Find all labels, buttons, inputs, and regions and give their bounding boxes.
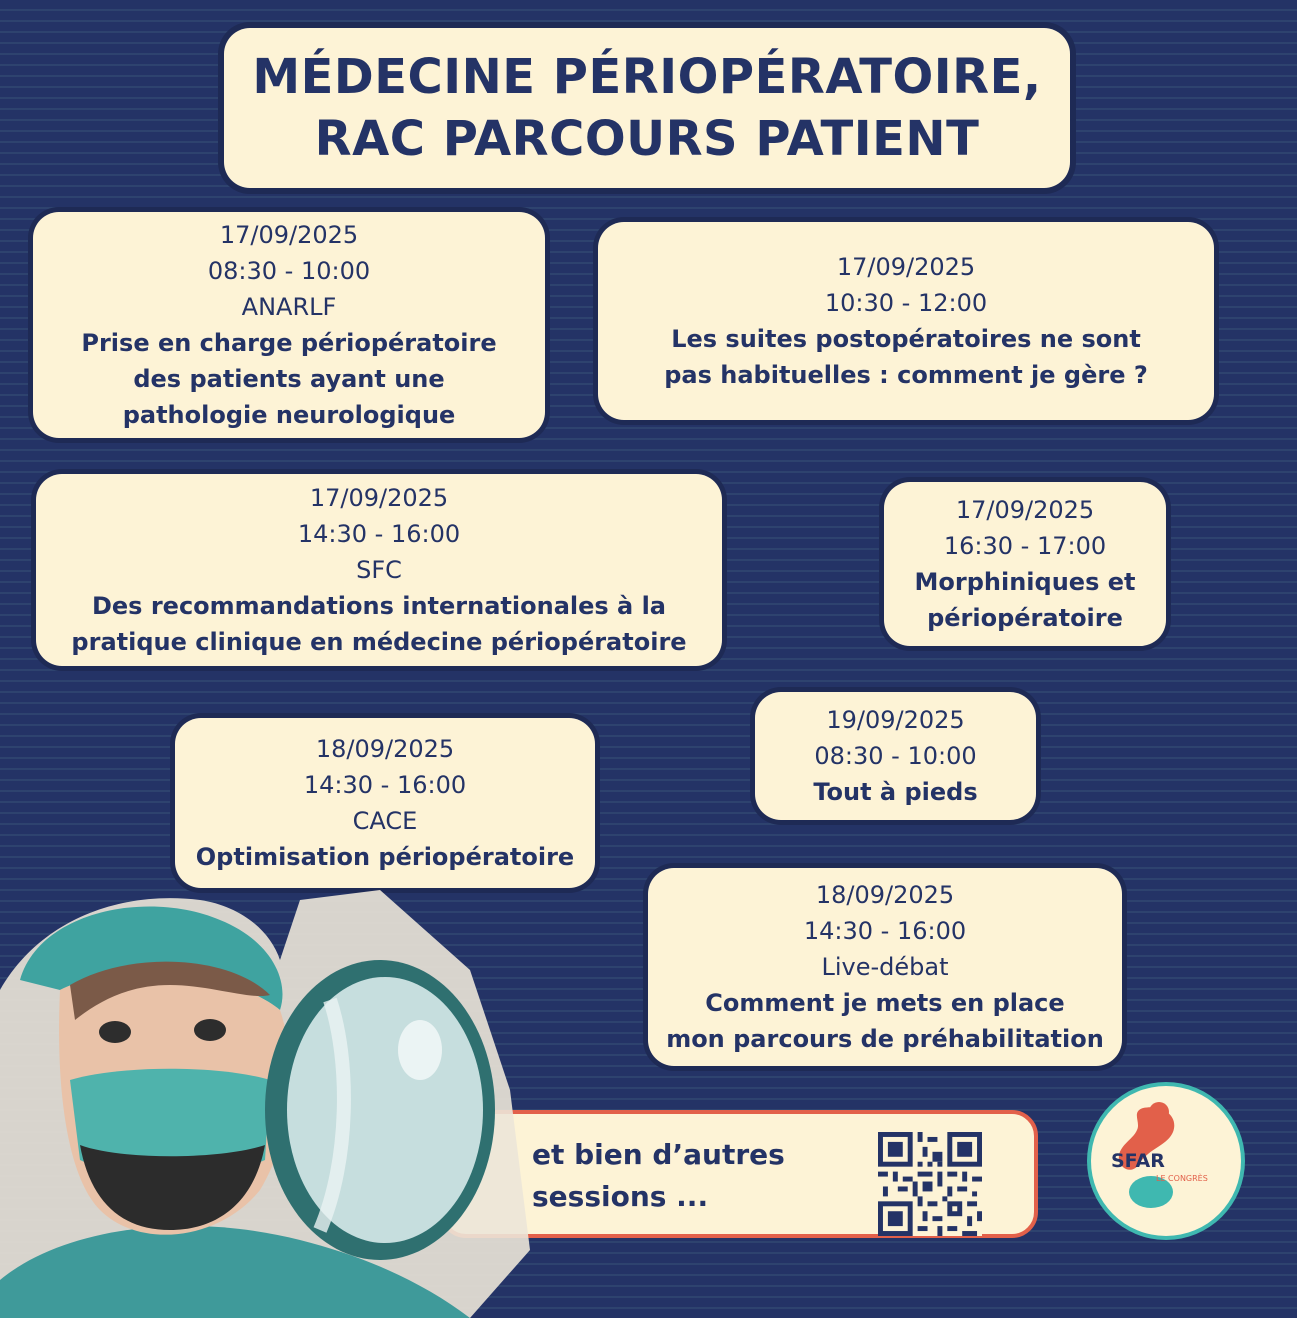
session-org: ANARLF [241,293,337,321]
session-org: CACE [352,807,418,835]
session-date: 17/09/2025 [955,496,1095,524]
logo-subtitle: LE CONGRÈS [1156,1174,1208,1183]
session-card[interactable] [755,692,1036,820]
session-date: 17/09/2025 [219,221,359,249]
session-date: 18/09/2025 [815,881,955,909]
session-time: 14:30 - 16:00 [297,520,461,548]
session-title-line: Des recommandations internationales à la [91,592,667,620]
session-title-line: Comment je mets en place [705,989,1065,1017]
session-card[interactable] [36,474,722,666]
session-title-line: pathologie neurologique [122,401,456,429]
session-title-line: Prise en charge périopératoire [81,329,497,357]
session-org: SFC [356,556,402,584]
title-line-1: MÉDECINE PÉRIOPÉRATOIRE, [252,49,1042,105]
doctor-illustration-icon [0,860,560,1318]
session-time: 14:30 - 16:00 [803,917,967,945]
more-sessions-text [532,1134,832,1218]
session-time: 08:30 - 10:00 [814,742,977,770]
session-time: 08:30 - 10:00 [207,257,371,285]
session-time: 16:30 - 17:00 [943,532,1107,560]
session-date: 17/09/2025 [836,253,976,281]
cta-line-1: et bien d’autres [532,1138,785,1171]
title-line-2: RAC PARCOURS PATIENT [314,111,980,167]
cta-line-2: sessions ... [532,1180,709,1213]
session-title-line: Tout à pieds [813,778,978,806]
session-date: 18/09/2025 [315,735,455,763]
session-title-line: pas habituelles : comment je gère ? [664,361,1148,389]
session-card[interactable] [598,222,1214,420]
session-date: 17/09/2025 [309,484,449,512]
session-title-line: pratique clinique en médecine périopératoire [71,628,687,656]
session-title-line: mon parcours de préhabilitation [666,1025,1104,1053]
page-title [224,28,1070,188]
session-org: Live-débat [821,953,949,981]
session-card[interactable] [33,212,545,438]
session-title-line: Les suites postopératoires ne sont [671,325,1141,353]
session-title-line: Optimisation périopératoire [195,843,575,871]
logo-name: SFAR [1111,1150,1165,1172]
session-time: 14:30 - 16:00 [303,771,467,799]
session-title-line: des patients ayant une [133,365,445,393]
session-time: 10:30 - 12:00 [824,289,988,317]
session-card[interactable] [884,482,1166,646]
session-title-line: périopératoire [927,604,1123,632]
session-card[interactable] [648,868,1122,1066]
session-date: 19/09/2025 [826,706,965,734]
sfar-logo[interactable] [1091,1086,1241,1236]
qr-code-icon[interactable] [878,1132,982,1236]
session-title-line: Morphiniques et [914,568,1136,596]
